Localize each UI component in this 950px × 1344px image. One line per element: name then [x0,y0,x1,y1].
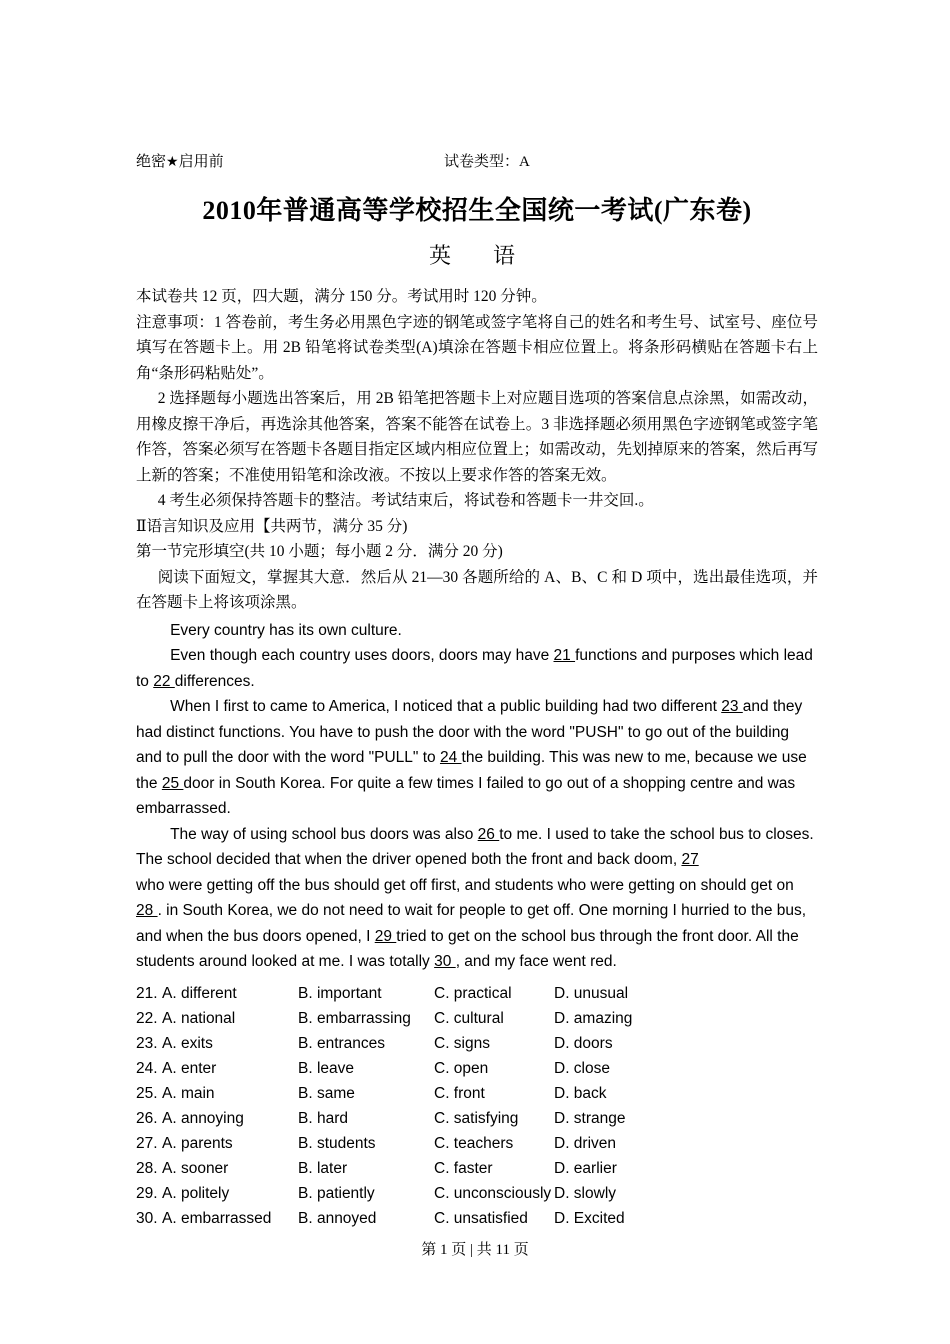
option-row [136,1006,818,1031]
subsection-heading: 第一节完形填空(共 10 小题；每小题 2 分．满分 20 分) [136,543,503,560]
passage-paragraph-3 [136,694,818,822]
passage-paragraph-4 [136,822,818,873]
cloze-directions: 阅读下面短文，掌握其大意．然后从 21—30 各题所给的 A、B、C 和 D 项中，选出最佳选项，并在答题卡上将该项涂黑。 [136,568,818,611]
option-choice-a[interactable]: A. politely [162,1184,230,1202]
option-choice-d[interactable]: D. close [554,1059,610,1077]
notice-item-3: 4 考生必须保持答题卡的整洁。考试结束后，将试卷和答题卡一井交回.。 [157,492,654,509]
option-choice-b[interactable]: B. later [298,1159,348,1177]
option-choice-a[interactable]: A. exits [162,1034,213,1052]
option-choice-a[interactable]: A. embarrassed [162,1209,272,1227]
option-choice-b[interactable]: B. embarrassing [298,1009,411,1027]
option-row [136,1031,818,1056]
option-choice-b[interactable]: B. same [298,1084,355,1102]
option-choice-d[interactable]: D. amazing [554,1009,633,1027]
passage-paragraph-5 [136,873,818,975]
option-row [136,1056,818,1081]
option-row [136,981,818,1006]
option-choice-c[interactable]: C. signs [434,1034,490,1052]
option-choice-d[interactable]: D. doors [554,1034,613,1052]
passage-paragraph-2 [136,643,818,694]
confidential-text-post: 启用前 [178,154,224,170]
passage-text: functions and purposes which lead to [136,647,813,690]
option-row [136,1156,818,1181]
option-choice-b[interactable]: B. entrances [298,1034,386,1052]
blank-27: 27 [681,851,699,868]
option-choice-a[interactable]: A. annoying [162,1109,244,1127]
passage-text: , and my face went red. [455,953,617,970]
question-number: 22. [136,1009,158,1027]
instructions-block [136,284,818,616]
question-number: 23. [136,1034,158,1052]
question-number: 25. [136,1084,158,1102]
confidential-label [136,150,224,174]
passage-text: Even though each country uses doors, doors may have [170,647,554,664]
option-choice-c[interactable]: C. open [434,1059,489,1077]
subject-title: 英 语 [428,243,525,268]
page-header [136,150,818,174]
option-row [136,1081,818,1106]
question-number: 27. [136,1134,158,1152]
option-row [136,1106,818,1131]
page-footer: 第 1 页 | 共 11 页 [421,1242,529,1258]
option-row [136,1131,818,1156]
blank-30: 30 [434,953,456,970]
blank-22: 22 [153,672,175,690]
option-choice-d[interactable]: D. unusual [554,984,629,1002]
passage-text: When I first to came to America, I noticed that a public building had two different [170,698,722,715]
blank-25: 25 [161,774,184,792]
passage-text: differences. [174,672,255,690]
page-title: 2010年普通高等学校招生全国统一考试(广东卷) [202,196,752,225]
passage-text: tried to get on the school bus through the front door. All the students around looked at me. I was totally [136,927,799,970]
passage-text: door in South Korea. For quite a few times I failed to go out of a shopping centre and was embarrassed. [136,774,796,817]
option-choice-c[interactable]: C. cultural [434,1009,504,1027]
option-choice-c[interactable]: C. front [434,1084,485,1102]
option-choice-c[interactable]: C. practical [434,984,512,1002]
question-number: 26. [136,1109,158,1127]
option-choice-d[interactable]: D. strange [554,1109,626,1127]
option-choice-b[interactable]: B. patiently [298,1184,375,1202]
passage-text: The way of using school bus doors was also [170,825,478,843]
blank-24: 24 [439,749,462,766]
star-icon: ★ [166,155,179,170]
passage-paragraph-1 [136,618,818,644]
question-number: 24. [136,1059,158,1077]
blank-28: 28 [136,902,158,919]
option-choice-b[interactable]: B. important [298,984,382,1002]
question-number: 30. [136,1209,158,1227]
option-row [136,1206,818,1231]
option-choice-b[interactable]: B. hard [298,1109,348,1127]
option-choice-d[interactable]: D. slowly [554,1184,617,1202]
option-choice-b[interactable]: B. leave [298,1059,355,1077]
question-number: 28. [136,1159,158,1177]
blank-29: 29 [374,927,397,945]
option-choice-c[interactable]: C. unconsciously [434,1184,552,1202]
option-choice-a[interactable]: A. main [162,1084,215,1102]
section-heading: Ⅱ语言知识及应用【共两节，满分 35 分) [136,517,408,535]
notice-item-2: 2 选择题每小题选出答案后，用 2B 铅笔把答题卡上对应题目选项的答案信息点涂黑，如需改动，用橡皮擦干净后，再选涂其他答案，答案不能答在试卷上。3 非选择题必须用黑色字迹钢笔或签字笔作答，答案必须写在答题卡各题目指定区域内相应位置上；如需改动，先划掉原来的答案，然后再写上新的答案；不准使用铅笔和涂改液。不按以上要求作答的答案无效。 [136,390,819,484]
notice-item-1: 注意事项：1 答卷前，考生务必用黑色字迹的钢笔或签字笔将自己的姓名和考生号、试室号、座位号填写在答题卡上。用 2B 铅笔将试卷类型(A)填涂在答题卡相应位置上。将条形码横贴在答题卡右上角“条形码粘贴处”。 [136,313,818,382]
option-choice-c[interactable]: C. faster [434,1159,493,1177]
option-choice-d[interactable]: D. driven [554,1134,617,1152]
confidential-text-pre: 绝密 [136,154,167,170]
option-choice-a[interactable]: A. parents [162,1134,233,1152]
option-row [136,1181,818,1206]
passage-text: . in South Korea, we do not need to wait for people to get off. One morning I hurried to the bus, and when the bus doors opened, I [136,902,807,945]
blank-26: 26 [477,825,500,843]
passage-text: to me. I used to take the school bus to closes. The school decided that when the driver opened both the front and back doom, [136,825,814,868]
option-choice-d[interactable]: D. back [554,1084,607,1102]
option-choice-a[interactable]: A. national [162,1009,236,1027]
blank-21: 21 [553,647,576,664]
passage-text: Every country has its own culture. [170,621,402,639]
question-number: 29. [136,1184,158,1202]
passage-text: who were getting off the bus should get off first, and students who were getting on should get on [136,876,794,894]
passage-text: the building. This was new to me, because we use the [136,749,807,792]
option-choice-b[interactable]: B. annoyed [298,1209,377,1227]
option-choice-c[interactable]: C. satisfying [434,1109,519,1127]
option-choice-a[interactable]: A. enter [162,1059,217,1077]
paper-type-label: 试卷类型：A [444,154,530,170]
option-choice-d[interactable]: D. earlier [554,1159,617,1177]
option-choice-c[interactable]: C. teachers [434,1134,514,1152]
option-choice-a[interactable]: A. sooner [162,1159,229,1177]
answer-options-list [136,981,818,1231]
paper-summary-line: 本试卷共 12 页，四大题，满分 150 分。考试用时 120 分钟。 [136,288,547,305]
option-choice-a[interactable]: A. different [162,984,237,1002]
option-choice-b[interactable]: B. students [298,1134,376,1152]
blank-23: 23 [721,698,743,715]
question-number: 21. [136,984,158,1002]
option-choice-d[interactable]: D. Excited [554,1209,625,1227]
option-choice-c[interactable]: C. unsatisfied [434,1209,528,1227]
reading-passage [136,618,818,975]
passage-text: and they had distinct functions. You have to push the door with the word "PUSH" to go out of the building and to pull the door with the word "PULL" to [136,698,803,766]
